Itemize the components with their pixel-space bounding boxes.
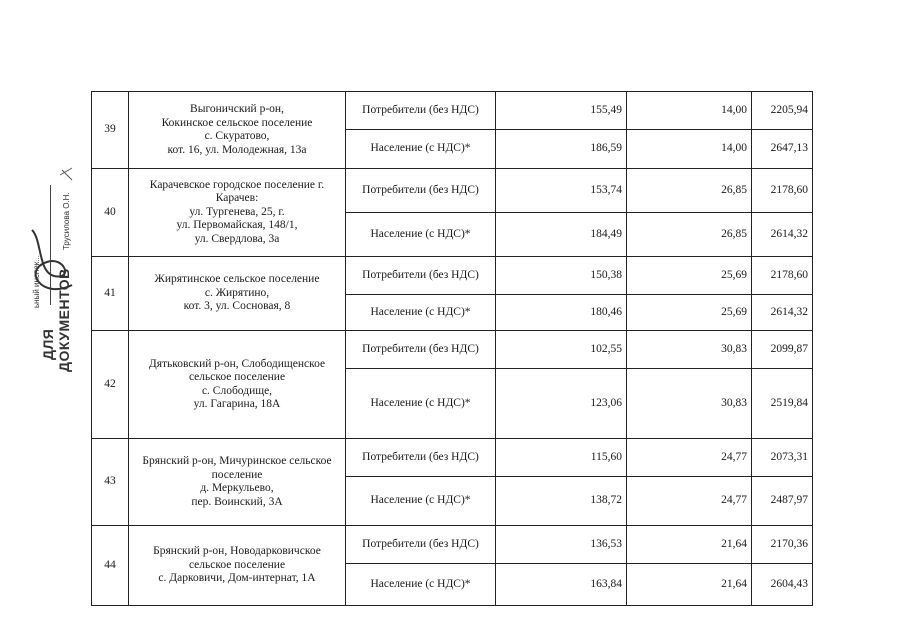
address-cell bbox=[129, 439, 346, 526]
address-line: ул. Гагарина, 18А bbox=[193, 398, 281, 410]
consumer-category: Потребители (без НДС) bbox=[346, 526, 496, 564]
address-line: ул. Свердлова, 3а bbox=[194, 232, 280, 245]
consumer-category: Население (с НДС)* bbox=[346, 213, 496, 257]
row-number: 42 bbox=[92, 331, 129, 439]
tariff-value: 138,72 bbox=[496, 477, 627, 526]
address-line: ул. Тургенева, 25, г. bbox=[189, 205, 285, 218]
tariff-value: 26,85 bbox=[627, 169, 752, 213]
row-number: 40 bbox=[92, 169, 129, 257]
table-row bbox=[92, 331, 813, 369]
stamp-line-name: Трусилова О.Н. bbox=[62, 192, 71, 250]
address-line: Кокинское сельское поселение bbox=[161, 116, 313, 129]
consumer-category: Население (с НДС)* bbox=[346, 564, 496, 606]
tariff-value: 123,06 bbox=[496, 369, 627, 439]
tariff-value: 163,84 bbox=[496, 564, 627, 606]
tariff-table bbox=[91, 91, 813, 606]
stamp-line-for: ДЛЯ bbox=[40, 328, 56, 360]
table-row bbox=[92, 257, 813, 295]
tariff-value: 153,74 bbox=[496, 169, 627, 213]
stamp-line-inspector: ьный инспек... bbox=[32, 255, 41, 308]
address-line: с. Жирятино, bbox=[204, 286, 270, 299]
consumer-category: Потребители (без НДС) bbox=[346, 92, 496, 130]
tariff-value: 2604,43 bbox=[752, 564, 813, 606]
address-line: Брянский р-он, Новодарковичское bbox=[153, 545, 321, 558]
row-number: 43 bbox=[92, 439, 129, 526]
tariff-value: 30,83 bbox=[627, 369, 752, 439]
address-cell bbox=[129, 331, 346, 439]
address-line: с. Дарковичи, Дом-интернат, 1А bbox=[158, 572, 316, 585]
address-cell bbox=[129, 257, 346, 331]
address-cell bbox=[129, 169, 346, 257]
consumer-category: Население (с НДС)* bbox=[346, 295, 496, 331]
address-line: пер. Воинский, 3А bbox=[191, 495, 283, 508]
tariff-value: 136,53 bbox=[496, 526, 627, 564]
tariff-value: 26,85 bbox=[627, 213, 752, 257]
tariff-value: 24,77 bbox=[627, 439, 752, 477]
tariff-value: 102,55 bbox=[496, 331, 627, 369]
consumer-category: Потребители (без НДС) bbox=[346, 439, 496, 477]
consumer-category: Потребители (без НДС) bbox=[346, 169, 496, 213]
stamp-line-documents: ДОКУМЕНТОВ bbox=[56, 268, 72, 372]
tariff-value: 2614,32 bbox=[752, 295, 813, 331]
tariff-value: 150,38 bbox=[496, 257, 627, 295]
consumer-category: Население (с НДС)* bbox=[346, 130, 496, 169]
address-cell bbox=[129, 526, 346, 606]
tariff-value: 21,64 bbox=[627, 526, 752, 564]
tariff-value: 2614,32 bbox=[752, 213, 813, 257]
address-line: кот. 16, ул. Молодежная, 13а bbox=[167, 143, 307, 156]
tariff-value: 14,00 bbox=[627, 130, 752, 169]
tariff-value: 2647,13 bbox=[752, 130, 813, 169]
tariff-value: 2170,36 bbox=[752, 526, 813, 564]
address-line: с. Слободище, bbox=[201, 384, 273, 397]
tariff-value: 24,77 bbox=[627, 477, 752, 526]
address-line: Брянский р-он, Мичуринское сельское bbox=[142, 455, 332, 467]
tariff-value: 2519,84 bbox=[752, 369, 813, 439]
tariff-value: 184,49 bbox=[496, 213, 627, 257]
address-line: с. Скуратово, bbox=[204, 130, 270, 142]
tariff-value: 155,49 bbox=[496, 92, 627, 130]
address-line: Карачевское городское поселение г. bbox=[149, 178, 325, 191]
address-line: сельское поселение bbox=[188, 558, 286, 571]
table-row bbox=[92, 526, 813, 564]
document-stamp bbox=[2, 150, 92, 380]
tariff-value: 2073,31 bbox=[752, 439, 813, 477]
tariff-value: 25,69 bbox=[627, 295, 752, 331]
tariff-value: 186,59 bbox=[496, 130, 627, 169]
tariff-value: 2205,94 bbox=[752, 92, 813, 130]
address-line: кот. 3, ул. Сосновая, 8 bbox=[183, 300, 291, 313]
consumer-category: Потребители (без НДС) bbox=[346, 331, 496, 369]
address-line: Жирятинское сельское поселение bbox=[154, 273, 320, 286]
address-line: сельское поселение bbox=[188, 371, 286, 383]
tariff-value: 21,64 bbox=[627, 564, 752, 606]
address-line: Карачев: bbox=[215, 192, 259, 205]
tariff-value: 180,46 bbox=[496, 295, 627, 331]
row-number: 41 bbox=[92, 257, 129, 331]
tariff-value: 2487,97 bbox=[752, 477, 813, 526]
address-line: ул. Первомайская, 148/1, bbox=[176, 219, 298, 232]
table-row bbox=[92, 92, 813, 130]
tariff-value: 2178,60 bbox=[752, 257, 813, 295]
tariff-value: 2178,60 bbox=[752, 169, 813, 213]
consumer-category: Население (с НДС)* bbox=[346, 477, 496, 526]
row-number: 44 bbox=[92, 526, 129, 606]
consumer-category: Потребители (без НДС) bbox=[346, 257, 496, 295]
address-line: Дятьковский р-он, Слободищенское bbox=[148, 357, 326, 370]
row-number: 39 bbox=[92, 92, 129, 169]
address-line: Выгоничский р-он, bbox=[190, 103, 284, 115]
consumer-category: Население (с НДС)* bbox=[346, 369, 496, 439]
signature-scribble-icon bbox=[2, 150, 92, 380]
address-cell bbox=[129, 92, 346, 169]
tariff-value: 115,60 bbox=[496, 439, 627, 477]
address-line: д. Меркульево, bbox=[200, 482, 274, 494]
tariff-value: 25,69 bbox=[627, 257, 752, 295]
table-row bbox=[92, 169, 813, 213]
tariff-value: 30,83 bbox=[627, 331, 752, 369]
tariff-value: 2099,87 bbox=[752, 331, 813, 369]
table-row bbox=[92, 439, 813, 477]
address-line: поселение bbox=[211, 468, 263, 481]
tariff-value: 14,00 bbox=[627, 92, 752, 130]
